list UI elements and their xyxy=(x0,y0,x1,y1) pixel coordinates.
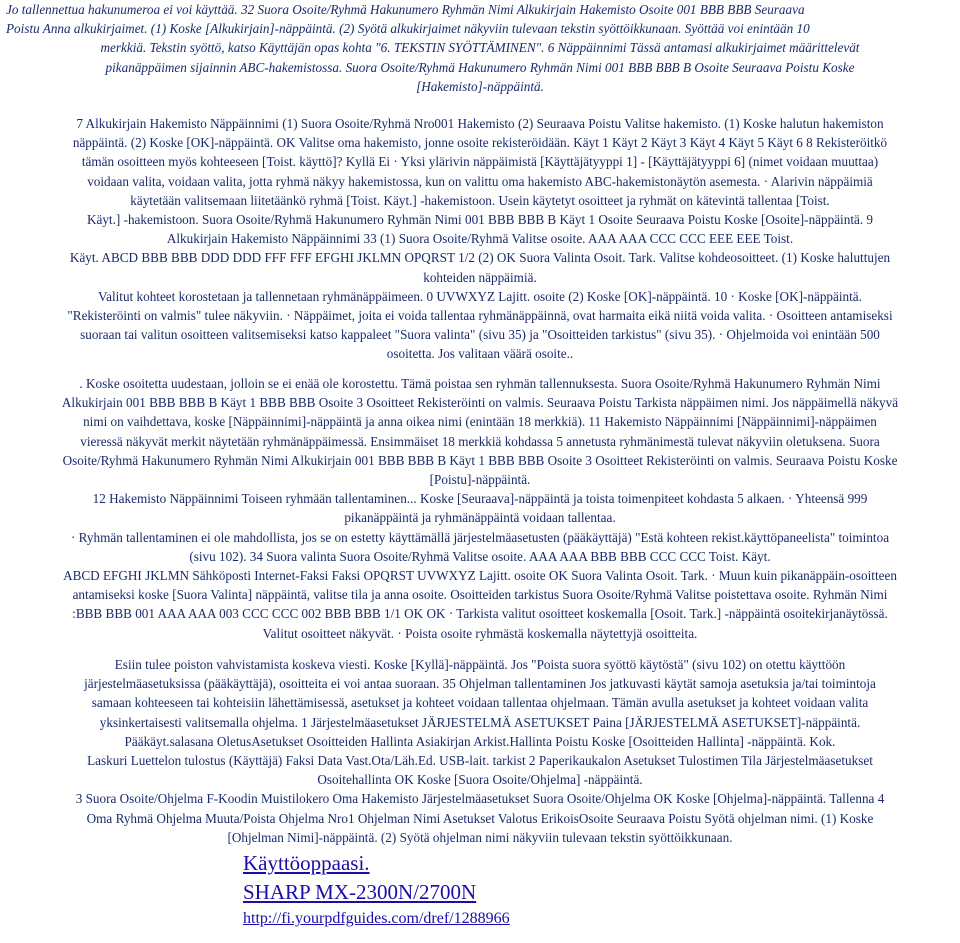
text-line: 7 Alkukirjain Hakemisto Näppäinnimi (1) Suora Osoite/Ryhmä Nro001 Hakemisto (2) Seuraava Poistu Valitse hakemisto. (1) Koske halutun hakemiston xyxy=(76,116,884,131)
text-line: näppäintä. (2) Koske [OK]-näppäintä. OK Valitse oma hakemisto, jonne osoite rekisteröidään. Käyt 1 Käyt 2 Käyt 3 Käyt 4 Käyt 5 Käyt 6 8 Rekisteröitkö xyxy=(72,135,888,151)
text-line: ABCD EFGHI JKLMN Sähköposti Internet-Faksi Faksi OPQRST UVWXYZ Lajitt. osoite OK Suora Valinta Osoit. Tark. · Muun kuin pikanäppäin-osoitteen xyxy=(63,568,897,584)
text-line: Laskuri Luettelon tulostus (Käyttäjä) Faksi Data Vast.Ota/Läh.Ed. USB-lait. tarkist 2 Paperikaukalon Asetukset Tulostimen Tila Järjestelmäasetukset xyxy=(87,753,873,769)
paragraph-1 xyxy=(0,0,960,96)
text-line: antamiseksi koske [Suora Valinta] näppäintä, valitse tila ja anna osoite. Osoitteiden tarkistus Suora Osoite/Ryhmä Valitse poistettava osoite. Ryhmän Nimi xyxy=(72,587,888,603)
text-line: [Ohjelman Nimi]-näppäintä. (2) Syötä ohjelman nimi näkyviin tulevaan tekstin syöttöikkunaan. xyxy=(227,829,733,845)
product-name-link[interactable]: SHARP MX-2300N/2700N xyxy=(243,880,477,904)
text-line: Pääkäyt.salasana OletusAsetukset Osoitteiden Hallinta Asiakirjan Arkist.Hallinta Poistu Koske [Osoitteiden Hallinta] -näppäintä. Kok. xyxy=(124,733,836,749)
text-line: · Ryhmän tallentaminen ei ole mahdollista, jos se on estetty käyttämällä järjestelmäasetusten (pääkäyttäjä) "Estä kohteen rekist.käyttöpaneelista" toimintoa xyxy=(70,529,890,545)
text-line: Jo tallennettua hakunumeroa ei voi käyttää. 32 Suora Osoite/Ryhmä Hakunumero Ryhmän Nimi Alkukirjain Hakemisto Osoite 001 BBB BBB Seuraava xyxy=(6,2,805,17)
text-line: pikanäppäintä ja ryhmänäppäintä voidaan tallentaa. xyxy=(344,510,616,526)
text-line: [Poistu]-näppäintä. xyxy=(429,472,531,488)
text-line: Käyt. ABCD BBB BBB DDD DDD FFF FFF EFGHI JKLMN OPQRST 1/2 (2) OK Suora Valinta Osoit. Tark. Valitse kohdeosoitteet. (1) Koske haluttujen xyxy=(69,250,891,266)
paragraph-2 xyxy=(0,114,960,364)
guide-url-link[interactable]: http://fi.yourpdfguides.com/dref/1288966 xyxy=(243,910,510,927)
text-line: pikanäppäimen sijainnin ABC-hakemistossa. Suora Osoite/Ryhmä Hakunumero Ryhmän Nimi 001 BBB BBB B Osoite Seuraava Poistu Koske xyxy=(105,59,855,75)
text-line: . Koske osoitetta uudestaan, jolloin se ei enää ole korostettu. Tämä poistaa sen ryhmän tallennuksesta. Suora Osoite/Ryhmä Hakunumero Ryhmän Nimi xyxy=(79,376,881,391)
text-line: järjestelmäasetuksissa (pääkäyttäjä), osoitteita ei voi antaa suoraan. 35 Ohjelman tallentaminen Jos jatkuvasti käytät samoja asetuksia ja/tai toimintoja xyxy=(84,676,876,692)
text-line: Osoitehallinta OK Koske [Suora Osoite/Ohjelma] -näppäintä. xyxy=(317,772,643,788)
text-line: "Rekisteröinti on valmis" tulee näkyviin. · Näppäimet, joita ei voida tallentaa ryhmänäppäinnä, ovat harmaita eikä niitä voida valita. · Osoitteen antamiseksi xyxy=(67,308,893,324)
text-line: Käyt.] -hakemistoon. Suora Osoite/Ryhmä Hakunumero Ryhmän Nimi 001 BBB BBB B Käyt 1 Osoite Seuraava Poistu Koske [Osoite]-näppäintä. 9 xyxy=(86,212,874,228)
paragraph-4 xyxy=(0,655,960,847)
text-line: 3 Suora Osoite/Ohjelma F-Koodin Muistilokero Oma Hakemisto Järjestelmäasetukset Suora Osoite/Ohjelma OK Koske [Ohjelma]-näppäintä. Tallenna 4 xyxy=(75,791,885,807)
text-line: tämän osoitteen myös kohteeseen [Toist. käyttö]? Kyllä Ei · Yksi ylärivin näppäimistä [Käyttäjätyyppi 1] - [Käyttäjätyyppi 6] (nimet voidaan muuttaa) xyxy=(81,154,879,170)
text-line: Alkukirjain Hakemisto Näppäinnimi 33 (1) Suora Osoite/Ryhmä Valitse osoite. AAA AAA CCC CCC EEE EEE Toist. xyxy=(166,231,794,247)
text-line: Valitut kohteet korostetaan ja tallennetaan ryhmänäppäimeen. 0 UVWXYZ Lajitt. osoite (2) Koske [OK]-näppäintä. 10 · Koske [OK]-näppäintä. xyxy=(98,288,862,304)
footer-links xyxy=(243,849,510,931)
text-line: 12 Hakemisto Näppäinnimi Toiseen ryhmään tallentaminen... Koske [Seuraava]-näppäintä ja toista toimenpiteet kohdasta 5 alkaen. · Yhteensä 999 xyxy=(92,491,868,507)
text-line: Alkukirjain 001 BBB BBB B Käyt 1 BBB BBB Osoite 3 Osoitteet Rekisteröinti on valmis. Seuraava Poistu Tarkista näppäimen nimi. Jos näppäimellä näkyvä xyxy=(61,395,899,411)
text-line: (sivu 102). 34 Suora valinta Suora Osoite/Ryhmä Valitse osoite. AAA AAA BBB BBB CCC CCC Toist. Käyt. xyxy=(189,548,771,564)
text-line: merkkiä. Tekstin syöttö, katso Käyttäjän opas kohta "6. TEKSTIN SYÖTTÄMINEN". 6 Näppäinnimi Tässä antamasi alkukirjaimet määrittelevät xyxy=(100,40,860,56)
paragraph-3 xyxy=(0,374,960,643)
text-line: osoitetta. Jos valitaan väärä osoite.. xyxy=(386,346,574,362)
text-line: Esiin tulee poiston vahvistamista koskeva viesti. Koske [Kyllä]-näppäintä. Jos "Poista suora syöttö käytöstä" (sivu 102) on otettu käyttöön xyxy=(114,657,846,672)
text-line: [Hakemisto]-näppäintä. xyxy=(416,78,544,94)
text-line: samaan kohteeseen tai kohteisiin lähettämisessä, asetukset ja kohteet voidaan tallentaa ohjelmaan. Tämän avulla asetukset ja kohteet voidaan valita xyxy=(91,695,869,711)
text-line: käytetään valitsemaan liitetäänkö ryhmä [Toist. Käyt.] -hakemistoon. Usein käytetyt osoitteet ja ryhmät on kätevintä tallentaa [Toist. xyxy=(130,192,830,208)
text-line: Osoite/Ryhmä Hakunumero Ryhmän Nimi Alkukirjain 001 BBB BBB B Käyt 1 BBB BBB Osoite 3 Osoitteet Rekisteröinti on valmis. Seuraava Poistu Koske xyxy=(62,452,898,468)
text-line: voidaan valita, voidaan valita, jotta ryhmä näkyy hakemistossa, kun on valittu oma hakemisto ABC-hakemistonäytön asemesta. · Alarivin näppäimiä xyxy=(87,173,873,189)
text-line: :BBB BBB 001 AAA AAA 003 CCC CCC 002 BBB BBB 1/1 OK OK · Tarkista valitut osoitteet koskemalla [Osoit. Tark.] -näppäintä osoitekirjanäytössä. xyxy=(72,606,888,622)
text-line: suoraan tai valitun osoitteen valitsemiseksi katso kappaleet "Suora valinta" (sivu 35) ja "Osoitteiden tarkistus" (sivu 35). · Ohjelmoida voi enintään 500 xyxy=(80,327,880,343)
text-line: nimi on vaihdettava, koske [Näppäinnimi]-näppäintä ja anna oikea nimi (enintään 18 merkkiä). 11 Hakemisto Näppäinnimi [Näppäinnimi]-näppäimen xyxy=(83,414,877,430)
text-line: Poistu Anna alkukirjaimet. (1) Koske [Alkukirjain]-näppäintä. (2) Syötä alkukirjaimet näkyviin tulevaan tekstin syöttöikkunaan. Syöttää voi enintään 10 xyxy=(6,21,810,37)
text-line: Oma Ryhmä Ohjelma Muuta/Poista Ohjelma Nro1 Ohjelman Nimi Asetukset Valotus ErikoisOsoite Seuraava Poistu Syötä ohjelman nimi. (1) Koske xyxy=(86,810,874,826)
text-line: yksinkertaisesti valitsemalla ohjelma. 1 Järjestelmäasetukset JÄRJESTELMÄ ASETUKSET Paina [JÄRJESTELMÄ ASETUKSET]-näppäintä. xyxy=(99,714,861,730)
manual-title-link[interactable]: Käyttöoppaasi. xyxy=(243,851,370,875)
text-line: kohteiden näppäimiä. xyxy=(423,269,537,285)
text-line: Valitut osoitteet näkyvät. · Poista osoite ryhmästä koskemalla näytettyjä osoitteita. xyxy=(262,625,698,641)
text-line: vieressä näkyvät merkit näytetään ryhmänäppäimessä. Ensimmäiset 18 merkkiä kohdassa 5 annetusta ryhmänimestä tulevat näkyviin oletuksena. Suora xyxy=(80,433,880,449)
